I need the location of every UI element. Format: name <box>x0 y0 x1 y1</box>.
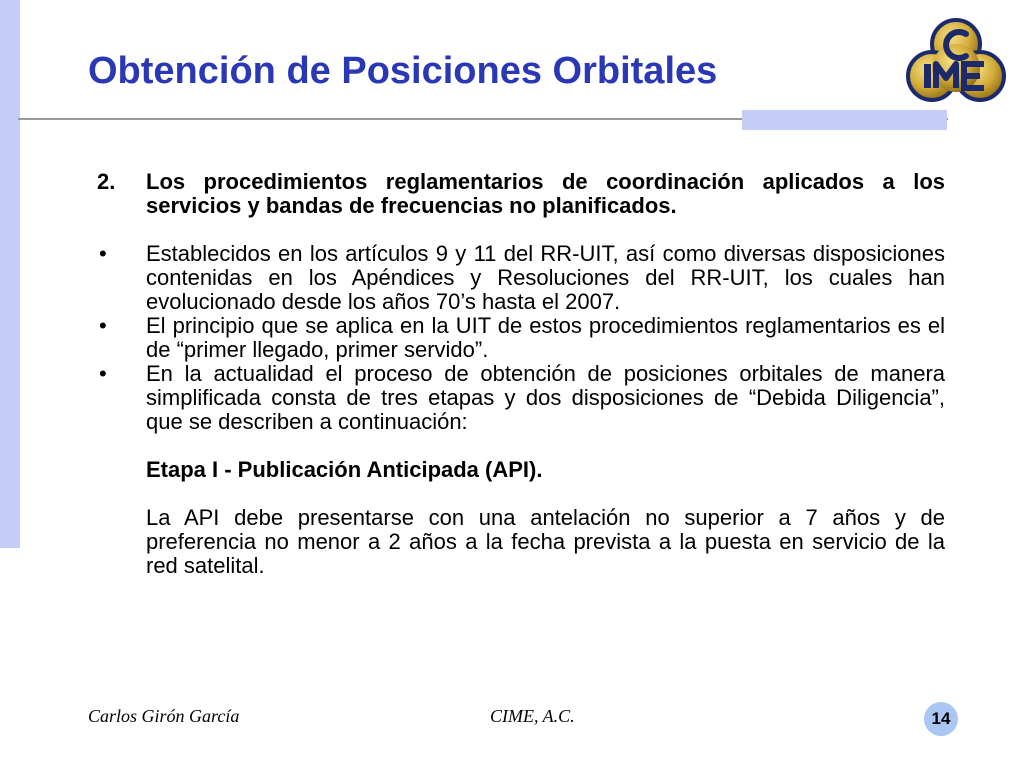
bullet-text: El principio que se aplica en la UIT de estos procedimientos reglamentarios es el de “primer llegado, primer servido”. <box>146 313 945 362</box>
bullet-text: En la actualidad el proceso de obtención de posiciones orbitales de manera simplificada consta de tres etapas y dos disposiciones de “Debida Diligencia”, que se describen a continuación: <box>146 361 945 434</box>
stage-description: La API debe presentarse con una antelación no superior a 7 años y de preferencia no menor a 2 años a la fecha prevista a la puesta en servicio de la red satelital. <box>146 505 945 578</box>
page-number-badge: 14 <box>924 702 958 736</box>
left-accent-bar <box>0 0 20 548</box>
bullet-text: Establecidos en los artículos 9 y 11 del RR-UIT, así como diversas disposiciones contenidas en los Apéndices y Resoluciones del RR-UIT, los cuales han evolucionado desde los años 70’s hasta el 2007. <box>146 241 945 314</box>
bullet-item <box>97 362 945 434</box>
footer-organization: CIME, A.C. <box>490 706 575 726</box>
stage-heading: Etapa I - Publicación Anticipada (API). <box>146 457 543 482</box>
bullet-marker: • <box>99 313 107 338</box>
cime-logo <box>904 18 1008 108</box>
footer-author: Carlos Girón García <box>88 706 240 726</box>
bullet-item <box>97 242 945 314</box>
item-number: 2. <box>97 169 116 194</box>
numbered-item <box>97 170 945 218</box>
bullet-item <box>97 314 945 362</box>
bullet-marker: • <box>99 361 107 386</box>
title-accent-bar <box>742 110 947 130</box>
item-text: Los procedimientos reglamentarios de coordinación aplicados a los servicios y bandas de frecuencias no planificados. <box>146 169 945 218</box>
slide-body <box>97 170 945 578</box>
slide-title: Obtención de Posiciones Orbitales <box>88 50 718 92</box>
bullet-marker: • <box>99 241 107 266</box>
